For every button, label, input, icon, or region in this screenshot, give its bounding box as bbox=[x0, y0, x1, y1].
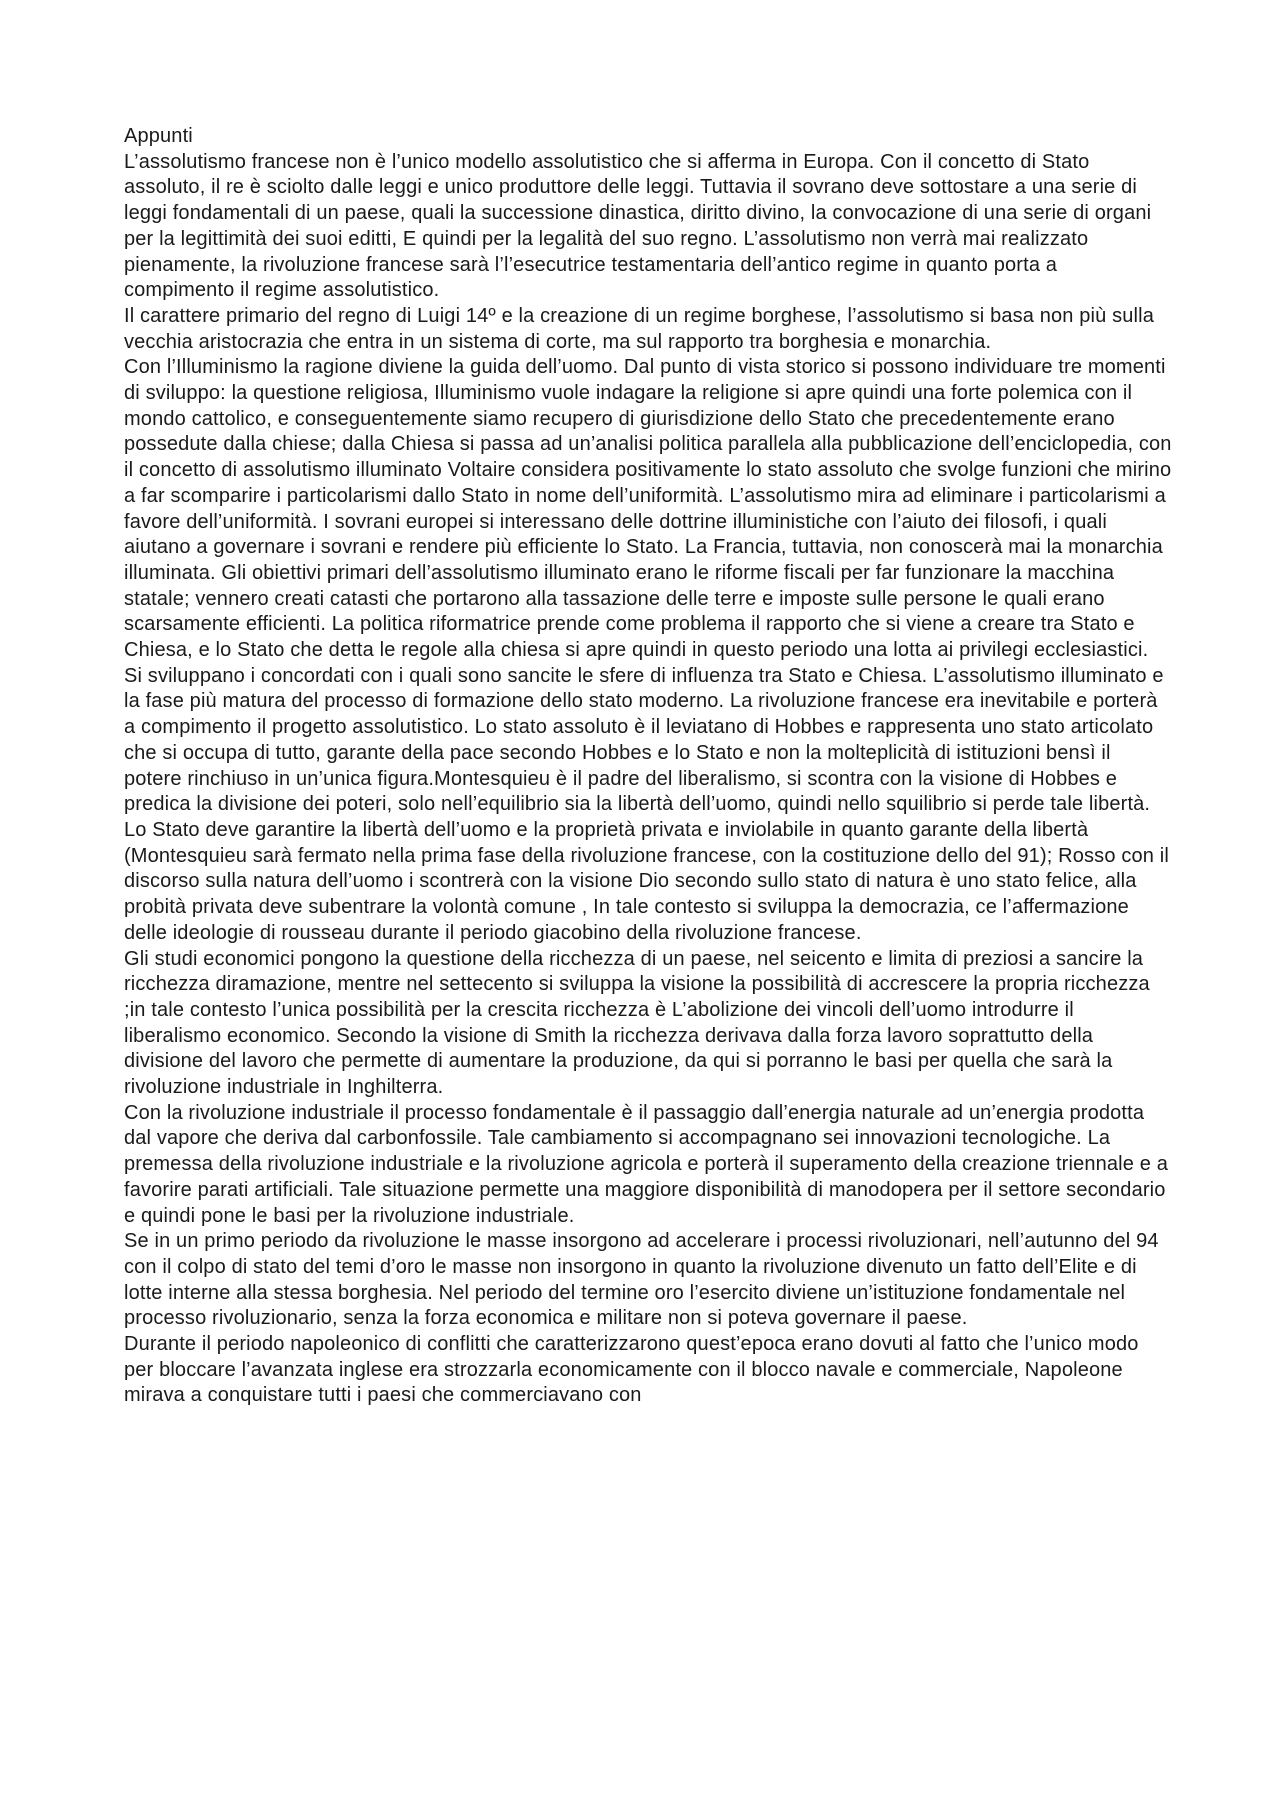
paragraph-studi-economici: Gli studi economici pongono la questione della ricchezza di un paese, nel seicento e limita di preziosi a sancire la ricchezza diramazione, mentre nel settecento si sviluppa la visione la possibilità di accrescere la propria ricchezza ;in tale contesto l’unica possibilità per la crescita ricchezza è L’abolizione dei vincoli dell’uomo introdurre il liberalismo economico. Secondo la visione di Smith la ricchezza derivava dalla forza lavoro soprattutto della divisione del lavoro che permette di aumentare la produzione, da qui si porranno le basi per quella che sarà la rivoluzione industriale in Inghilterra. bbox=[124, 947, 1150, 1099]
paragraph-masse-rivoluzione: Se in un primo periodo da rivoluzione le masse insorgono ad accelerare i processi rivoluzionari, nell’autunno del 94 con il colpo di stato del temi d’oro le masse non insorgono in quanto la rivoluzione divenuto un fatto dell’Elite e di lotte interne alla stessa borghesia. Nel periodo del termine oro l’esercito diviene un’istituzione fondamentale nel processo rivoluzionario, senza la forza economica e militare non si poteva governare il paese. bbox=[124, 1230, 1159, 1330]
paragraph-rivoluzione-industriale: Con la rivoluzione industriale il processo fondamentale è il passaggio dall’energia naturale ad un’energia prodotta dal vapore che deriva dal carbonfossile. Tale cambiamento si accompagnano sei innovazioni tecnologiche. La premessa della rivoluzione industriale e la rivoluzione agricola e porterà il superamento della creazione triennale e a favorire parati artificiali. Tale situazione permette una maggiore disponibilità di manodopera per il settore secondario e quindi pone le basi per la rivoluzione industriale. bbox=[124, 1101, 1168, 1227]
paragraph-luigi-xiv: Il carattere primario del regno di Luigi 14º e la creazione di un regime borghese, l’assolutismo si basa non più sulla vecchia aristocrazia che entra in un sistema di corte, ma sul rapporto tra borghesia e monarchia. bbox=[124, 304, 1155, 353]
document-body bbox=[124, 124, 1172, 1409]
paragraph-illuminismo: Con l’Illuminismo la ragione diviene la guida dell’uomo. Dal punto di vista storico si possono individuare tre momenti di sviluppo: la questione religiosa, Illuminismo vuole indagare la religione si apre quindi una forte polemica con il mondo cattolico, e conseguentemente siamo recupero di giurisdizione dello Stato che precedentemente erano possedute dalla chiese; dalla Chiesa si passa ad un’analisi politica parallela alla pubblicazione dell’enciclopedia, con il concetto di assolutismo illuminato Voltaire considera positivamente lo stato assoluto che svolge funzioni che mirino a far scomparire i particolarismi dallo Stato in nome dell’uniformità. L’assolutismo mira ad eliminare i particolarismi a favore dell’uniformità. I sovrani europei si interessano delle dottrine illuministiche con l’aiuto dei filosofi, i quali aiutano a governare i sovrani e rendere più efficiente lo Stato. La Francia, tuttavia, non conoscerà mai la monarchia illuminata. Gli obiettivi primari dell’assolutismo illuminato erano le riforme fiscali per far funzionare la macchina statale; vennero creati catasti che portarono alla tassazione delle terre e imposte sulle persone le quali erano scarsamente efficienti. La politica riformatrice prende come problema il rapporto che si viene a creare tra Stato e Chiesa, e lo Stato che detta le regole alla chiesa si apre quindi in questo periodo una lotta ai privilegi ecclesiastici. Si sviluppano i concordati con i quali sono sancite le sfere di influenza tra Stato e Chiesa. L’assolutismo illuminato e la fase più matura del processo di formazione dello stato moderno. La rivoluzione francese era inevitabile e porterà a compimento il progetto assolutistico. Lo stato assoluto è il leviatano di Hobbes e rappresenta uno stato articolato che si occupa di tutto, garante della pace secondo Hobbes e lo Stato e non la molteplicità di istituzioni bensì il potere rinchiuso in un’unica figura.Montesquieu è il padre del liberalismo, si scontra con la visione di Hobbes e predica la divisione dei poteri, solo nell’equilibrio sia la libertà dell’uomo, quindi nello squilibrio si perde tale libertà. Lo Stato deve garantire la libertà dell’uomo e la proprietà privata e inviolabile in quanto garante della libertà (Montesquieu sarà fermato nella prima fase della rivoluzione francese, con la costituzione dello del 91); Rosso con il discorso sulla natura dell’uomo i scontrerà con la visione Dio secondo sullo stato di natura è uno stato felice, alla probità privata deve subentrare la volontà comune , In tale contesto si sviluppa la democrazia, ce l’affermazione delle ideologie di rousseau durante il periodo giacobino della rivoluzione francese. bbox=[124, 356, 1172, 944]
document-title: Appunti bbox=[124, 125, 193, 147]
paragraph-assolutismo-francese: L’assolutismo francese non è l’unico modello assolutistico che si afferma in Europa. Con il concetto di Stato assoluto, il re è sciolto dalle leggi e unico produttore delle leggi. Tuttavia il sovrano deve sottostare a una serie di leggi fondamentali di un paese, quali la successione dinastica, diritto divino, la convocazione di una serie di organi per la legittimità dei suoi editti, E quindi per la legalità del suo regno. L’assolutismo non verrà mai realizzato pienamente, la rivoluzione francese sarà l’l’esecutrice testamentaria dell’antico regime in quanto porta a compimento il regime assolutistico. bbox=[124, 150, 1152, 302]
paragraph-periodo-napoleonico: Durante il periodo napoleonico di conflitti che caratterizzarono quest’epoca erano dovuti al fatto che l’unico modo per bloccare l’avanzata inglese era strozzarla economicamente con il blocco navale e commerciale, Napoleone mirava a conquistare tutti i paesi che commerciavano con bbox=[124, 1333, 1139, 1407]
